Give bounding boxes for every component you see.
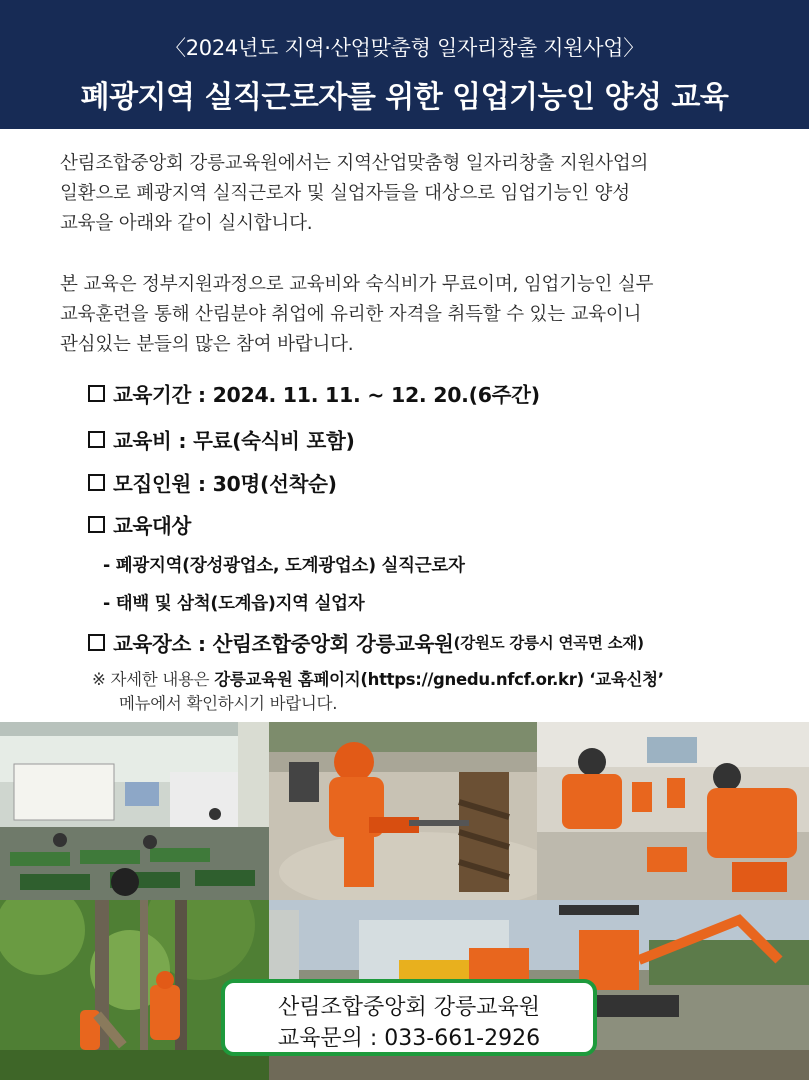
detail-fee-text: 교육비 : 무료(숙식비 포함) xyxy=(113,429,355,453)
maintenance-illustration xyxy=(537,722,809,900)
checkbox-square-icon xyxy=(88,431,105,448)
classroom-photo xyxy=(0,722,269,900)
detail-period xyxy=(88,378,540,408)
checkbox-square-icon xyxy=(88,385,105,402)
detail-period-text: 교육기간 : 2024. 11. 11. ~ 12. 20.(6주간) xyxy=(113,383,540,407)
contact-box xyxy=(221,979,597,1056)
note-line-2: 메뉴에서 확인하시기 바랍니다. xyxy=(119,694,338,713)
detail-capacity-text: 모집인원 : 30명(선착순) xyxy=(113,472,337,496)
target-item: - 태백 및 삼척(도계읍)지역 실업자 xyxy=(103,594,365,614)
checkbox-square-icon xyxy=(88,634,105,651)
checkbox-square-icon xyxy=(88,474,105,491)
intro-line: 일환으로 폐광지역 실직근로자 및 실업자들을 대상으로 임업기능인 양성 xyxy=(60,183,630,204)
note-line-1 xyxy=(92,668,664,692)
intro-paragraph-2 xyxy=(60,270,780,360)
classroom-illustration xyxy=(0,722,269,900)
intro-paragraph-1 xyxy=(60,149,780,239)
detail-place-address: (강원도 강릉시 연곡면 소재) xyxy=(453,634,644,652)
header-banner xyxy=(0,0,809,129)
detail-place xyxy=(88,627,644,657)
contact-phone[interactable]: 교육문의 : 033-661-2926 xyxy=(277,1026,541,1051)
detail-target xyxy=(88,509,191,539)
intro-line: 본 교육은 정부지원과정으로 교육비와 숙식비가 무료이며, 임업기능인 실무 xyxy=(60,274,654,295)
checkbox-square-icon xyxy=(88,516,105,533)
detail-place-text: 교육장소 : 산림조합중앙회 강릉교육원 xyxy=(113,632,454,656)
intro-line: 교육을 아래와 같이 실시합니다. xyxy=(60,213,313,234)
detail-fee xyxy=(88,424,355,454)
intro-line: 산림조합중앙회 강릉교육원에서는 지역산업맞춤형 일자리창출 지원사업의 xyxy=(60,153,649,174)
header-subtitle: 〈2024년도 지역·산업맞춤형 일자리창출 지원사업〉 xyxy=(165,36,644,60)
intro-line: 관심있는 분들의 많은 참여 바랍니다. xyxy=(60,334,354,355)
intro-line: 교육훈련을 통해 산림분야 취업에 유리한 자격을 취득할 수 있는 교육이니 xyxy=(60,304,642,325)
target-item: - 폐광지역(장성광업소, 도계광업소) 실직근로자 xyxy=(103,556,465,576)
note-homepage-link[interactable]: 강릉교육원 홈페이지(https://gnedu.nfcf.or.kr) ‘교육신청’ xyxy=(214,670,664,689)
maintenance-photo xyxy=(537,722,809,900)
detail-target-label: 교육대상 xyxy=(113,514,192,538)
note-prefix: ※ 자세한 내용은 xyxy=(92,670,215,689)
chainsaw-photo xyxy=(269,722,537,900)
detail-capacity xyxy=(88,467,337,497)
chainsaw-illustration xyxy=(269,722,537,900)
contact-org: 산림조합중앙회 강릉교육원 xyxy=(277,995,541,1020)
header-title: 폐광지역 실직근로자를 위한 임업기능인 양성 교육 xyxy=(80,80,729,115)
